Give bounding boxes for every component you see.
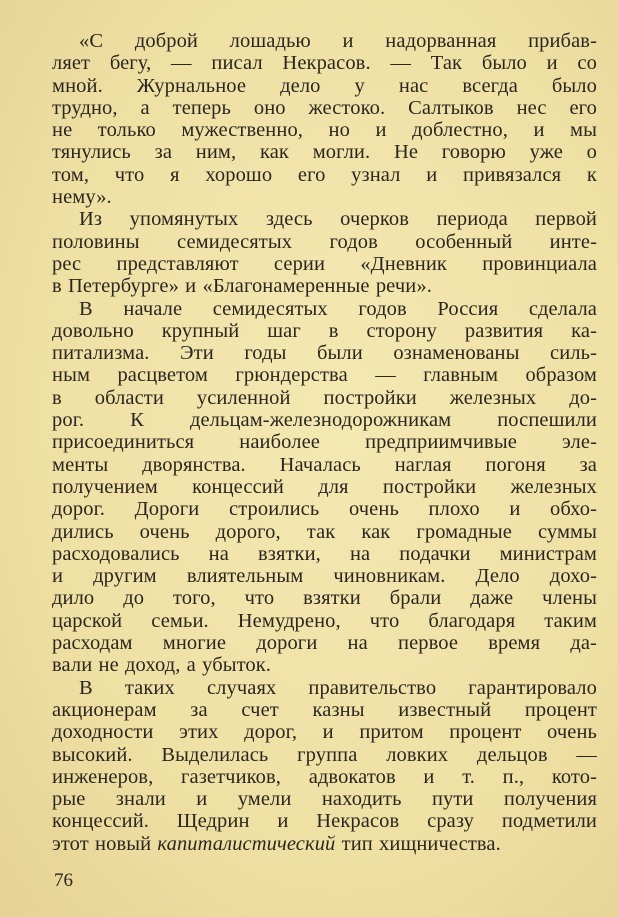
text-line: акционерам за счет казны известный процент: [52, 698, 597, 721]
text-line: менты дворянства. Началась наглая погоня за: [52, 453, 597, 476]
text-line: Из упомянутых здесь очерков периода первой: [79, 208, 597, 231]
text-line: половины семидесятых годов особенный инте-: [52, 230, 597, 253]
text-line: дило до того, что взятки брали даже члены: [52, 587, 597, 610]
text-line: царской семьи. Немудрено, что благодаря таким: [52, 609, 597, 632]
text-line: том, что я хорошо его узнал и привязался к: [52, 163, 597, 186]
text-line: получением концессий для постройки железных: [52, 475, 597, 498]
text-line: довольно крупный шаг в сторону развития ка-: [52, 319, 597, 342]
text-line: [52, 833, 597, 855]
text-line: расходам многие дороги на первое время да-: [52, 632, 597, 655]
text-line: нему».: [52, 186, 112, 209]
text-line: и другим влиятельным чиновникам. Дело дохо-: [52, 565, 597, 588]
text-line: концессий. Щедрин и Некрасов сразу подметили: [52, 810, 597, 833]
text-line: вали не доход, а убыток.: [52, 654, 272, 677]
text-line: дились очень дорого, так как громадные суммы: [52, 520, 597, 543]
text-line: «С доброй лошадью и надорванная прибав-: [79, 30, 597, 52]
text-line: доходности этих дорог, и притом процент очень: [52, 721, 597, 744]
text-line: рог. К дельцам-железнодорожникам поспешили: [52, 409, 597, 432]
text-line: ляет бегу, — писал Некрасов. — Так было и со: [52, 52, 597, 75]
text-line: рес представляют серии «Дневник провинциала: [52, 252, 597, 275]
page-body-text: [52, 30, 597, 855]
text-line: рые знали и умели находить пути получения: [52, 788, 597, 811]
text-segment: этот новый: [52, 832, 158, 855]
text-line: инженеров, газетчиков, адвокатов и т. п., кото-: [52, 765, 597, 788]
paragraph: [52, 298, 597, 677]
text-line: тянулись за ним, как могли. Не говорю уже о: [52, 141, 597, 164]
text-line: высокий. Выделилась группа ловких дельцов —: [52, 743, 597, 766]
text-line: дорог. Дороги строились очень плохо и обхо-: [52, 498, 597, 521]
paragraph: [52, 208, 597, 297]
text-segment: тип хищничества.: [335, 832, 501, 855]
text-line: в области усиленной постройки железных до-: [52, 386, 597, 409]
text-line: В таких случаях правительство гарантировало: [79, 676, 597, 699]
text-line: мной. Журнальное дело у нас всегда было: [52, 74, 597, 97]
text-line: питализма. Эти годы были ознаменованы силь-: [52, 342, 597, 365]
paragraph: [52, 30, 597, 208]
italic-emphasis: капиталистический: [157, 832, 336, 855]
text-line: расходовались на взятки, на подачки министрам: [52, 542, 597, 565]
text-line: трудно, а теперь оно жестоко. Салтыков нес его: [52, 96, 597, 119]
text-line: в Петербурге» и «Благонамеренные речи».: [52, 275, 432, 298]
text-line: В начале семидесятых годов Россия сделала: [79, 297, 597, 320]
text-line: ным расцветом грюндерства — главным образом: [52, 364, 597, 387]
text-line: присоединиться наиболее предприимчивые эле-: [52, 431, 597, 454]
text-line: не только мужественно, но и доблестно, и мы: [52, 119, 597, 142]
paragraph: [52, 677, 597, 855]
page-number: 76: [54, 870, 73, 891]
